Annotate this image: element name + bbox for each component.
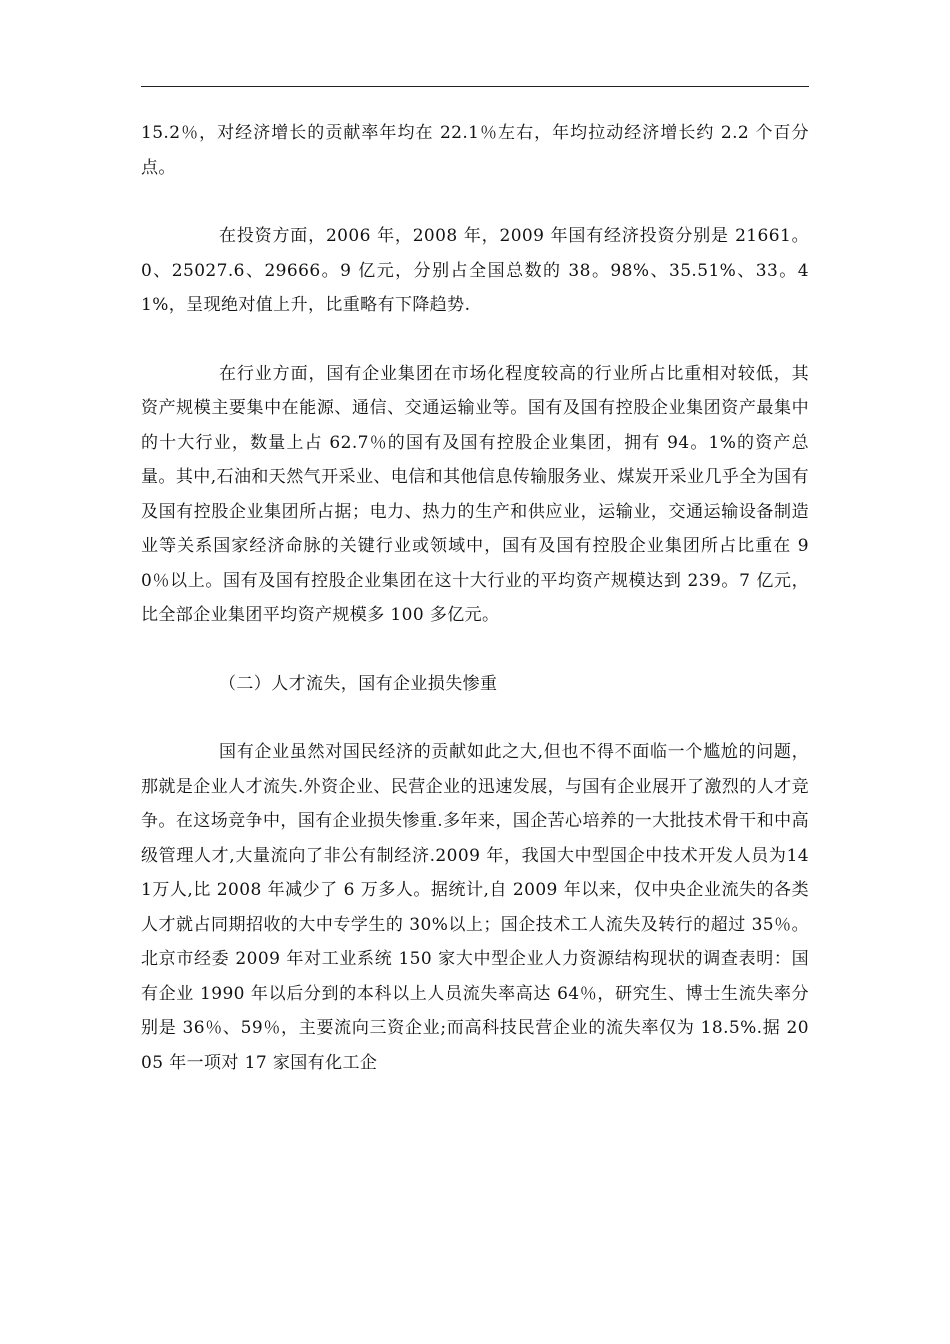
paragraph-spacer (141, 185, 809, 219)
paragraph-spacer (141, 633, 809, 667)
paragraph-talent-loss: 国有企业虽然对国民经济的贡献如此之大,但也不得不面临一个尴尬的问题，那就是企业人才流失.外资企业、民营企业的迅速发展，与国有企业展开了激烈的人才竞争。在这场竞争中，国有企业损失惨重.多年来，国企苦心培养的一大批技术骨干和中高级管理人才,大量流向了非公有制经济.2009 年，我国大中型国企中技术开发人员为141万人,比 2008 年减少了 6 万多人。据统计,自 2009 年以来，仅中央企业流失的各类人才就占同期招收的大中专学生的 30%以上；国企技术工人流失及转行的超过 35％。北京市经委 2009 年对工业系统 150 家大中型企业人力资源结构现状的调查表明：国有企业 1990 年以后分到的本科以上人员流失率高达 64％，研究生、博士生流失率分别是 36％、59％，主要流向三资企业;而高科技民营企业的流失率仅为 18.5%.据 2005 年一项对 17 家国有化工企 (141, 742, 809, 1073)
paragraph-investment: 在投资方面，2006 年，2008 年，2009 年国有经济投资分别是 21661。0、25027.6、29666。9 亿元，分别占全国总数的 38。98%、35.51%、33。41%，呈现绝对值上升，比重略有下降趋势. (141, 226, 809, 315)
paragraph-spacer (141, 323, 809, 357)
header-rule (141, 86, 809, 87)
paragraph-industry: 在行业方面，国有企业集团在市场化程度较高的行业所占比重相对较低，其资产规模主要集中在能源、通信、交通运输业等。国有及国有控股企业集团资产最集中的十大行业，数量上占 62.7％的国有及国有控股企业集团，拥有 94。1%的资产总量。其中,石油和天然气开采业、电信和其他信息传输服务业、煤炭开采业几乎全为国有及国有控股企业集团所占据；电力、热力的生产和供应业，运输业，交通运输设备制造业等关系国家经济命脉的关键行业或领域中，国有及国有控股企业集团所占比重在 90％以上。国有及国有控股企业集团在这十大行业的平均资产规模达到 239。7 亿元，比全部企业集团平均资产规模多 100 多亿元。 (141, 363, 809, 625)
document-body (141, 116, 809, 1080)
section-heading: （二）人才流失，国有企业损失惨重 (219, 673, 498, 694)
paragraph-spacer (141, 701, 809, 735)
paragraph-contribution: 15.2％，对经济增长的贡献率年均在 22.1％左右，年均拉动经济增长约 2.2 个百分点。 (141, 123, 809, 178)
